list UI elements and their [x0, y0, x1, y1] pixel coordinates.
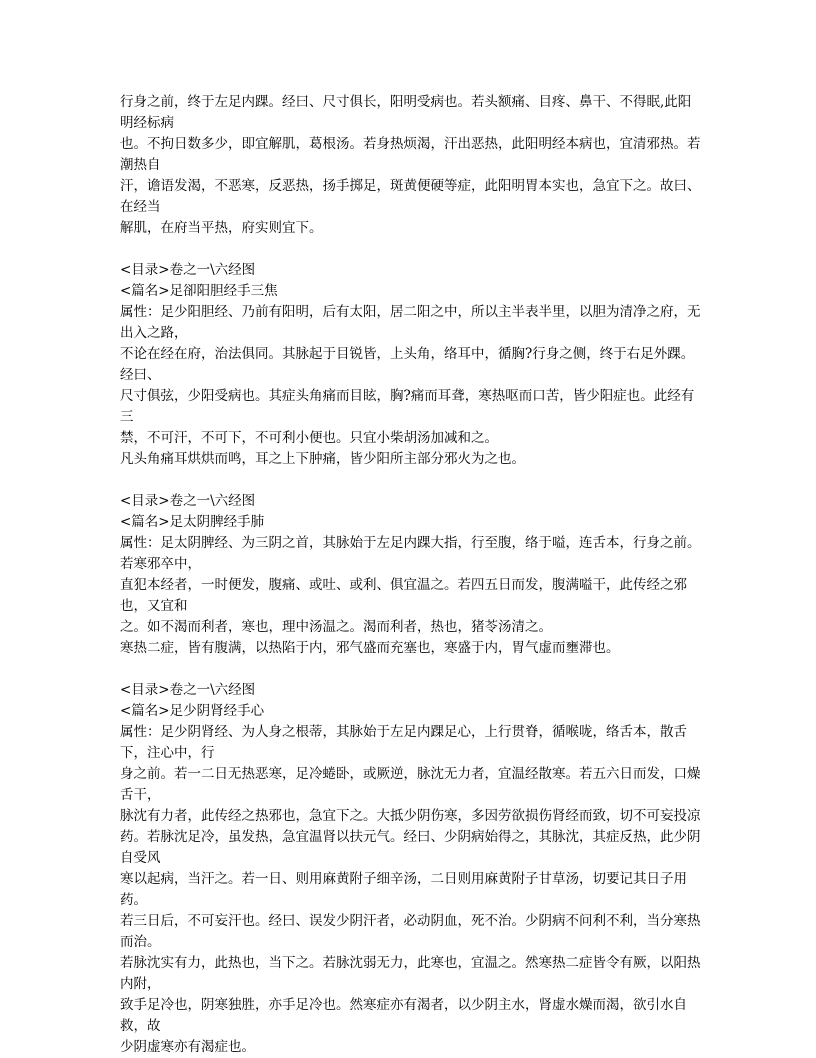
- text-line: 属性：足少阴肾经、为人身之根蒂，其脉始于左足内踝足心，上行贯脊，循喉咙，络舌本，散舌下，注心中，行: [120, 724, 687, 761]
- section-shaoyang-gallbladder: [120, 260, 703, 470]
- section-yangming-continued: [120, 92, 703, 239]
- text-line: 不论在经在府，治法俱同。其脉起于目锐皆，上头角，络耳中，循胸?行身之侧，终于右足外踝。经曰、: [120, 346, 695, 383]
- text-line: 若脉沈实有力，此热也，当下之。若脉沈弱无力，此寒也，宜温之。然寒热二症皆令有厥，以阳热内附，: [120, 955, 701, 992]
- text-line: 药。若脉沈足冷，虽发热，急宜温肾以扶元气。经曰、少阴病始得之，其脉沈，其症反热，此少阴自受风: [120, 829, 701, 866]
- text-line: 之。如不渴而利者，寒也，理中汤温之。渴而利者，热也，猪苓汤清之。: [120, 619, 552, 635]
- section-taiyin-spleen: [120, 491, 703, 659]
- text-line: 少阴虚寒亦有渴症也。: [120, 1039, 255, 1055]
- text-line: 汗，谵语发渴，不恶寒，反恶热，扬手掷足，斑黄便硬等症，此阳明胃本实也，急宜下之。故曰、在经当: [120, 178, 701, 215]
- text-line: 行身之前，终于左足内踝。经曰、尺寸俱长，阳明受病也。若头额痛、目疼、鼻干、不得眠,此阳明经标病: [120, 94, 692, 131]
- chapter-heading: <篇名>足太阴脾经手肺: [120, 514, 265, 530]
- text-line: 凡头角痛耳烘烘而鸣，耳之上下肿痛，皆少阳所主部分邪火为之也。: [120, 451, 525, 467]
- section-shaoyin-kidney: [120, 680, 703, 1058]
- paragraph-spacer: [120, 659, 703, 680]
- paragraph-spacer: [120, 239, 703, 260]
- text-line: 直犯本经者，一时便发，腹痛、或吐、或利、俱宜温之。若四五日而发，腹满嗌干，此传经之邪也，又宜和: [120, 577, 687, 614]
- text-line: 若三日后，不可妄汗也。经曰、误发少阴汗者，必动阴血，死不治。少阴病不问利不利，当分寒热而治。: [120, 913, 701, 950]
- chapter-heading: <篇名>足卻阳胆经手三焦: [120, 283, 278, 299]
- text-line: 身之前。若一二日无热恶寒，足冷蜷卧，或厥逆，脉沈无力者，宜温经散寒。若五六日而发，口燥舌干，: [120, 766, 701, 803]
- text-line: 属性：足少阳胆经、乃前有阳明，后有太阳，居二阳之中，所以主半表半里，以胆为清净之府，无出入之路，: [120, 304, 701, 341]
- catalog-heading: <目录>卷之一\六经图: [120, 262, 256, 278]
- catalog-heading: <目录>卷之一\六经图: [120, 493, 256, 509]
- text-line: 脉沈有力者，此传经之热邪也，急宜下之。大抵少阴伤寒，多因劳欲损伤肾经而致，切不可妄投凉: [120, 808, 701, 824]
- text-line: 属性：足太阴脾经、为三阴之首，其脉始于左足内踝大指，行至腹，络于嗌，连舌本，行身之前。若寒邪卒中，: [120, 535, 701, 572]
- paragraph-spacer: [120, 470, 703, 491]
- text-line: 寒以起病，当汗之。若一日、则用麻黄附子细辛汤，二日则用麻黄附子甘草汤，切要记其日子用药。: [120, 871, 687, 908]
- catalog-heading: <目录>卷之一\六经图: [120, 682, 256, 698]
- text-line: 尺寸俱弦，少阳受病也。其症头角痛而目眩，胸?痛而耳聋，寒热呕而口苦，皆少阳症也。此经有三: [120, 388, 695, 425]
- text-line: 寒热二症，皆有腹满，以热陷于内，邪气盛而充塞也，寒盛于内，胃气虚而壅滞也。: [120, 640, 620, 656]
- chapter-heading: <篇名>足少阴肾经手心: [120, 703, 265, 719]
- text-line: 致手足冷也，阴寒独胜，亦手足冷也。然寒症亦有渴者，以少阴主水，肾虚水燥而渴，欲引水自救，故: [120, 997, 687, 1034]
- document-page: [120, 92, 703, 1058]
- text-line: 也。不拘日数多少，即宜解肌，葛根汤。若身热烦渴，汗出恶热，此阳明经本病也，宜清邪热。若潮热自: [120, 136, 701, 173]
- text-line: 禁，不可汗，不可下，不可利小便也。只宜小柴胡汤加减和之。: [120, 430, 498, 446]
- text-line: 解肌，在府当平热，府实则宜下。: [120, 220, 323, 236]
